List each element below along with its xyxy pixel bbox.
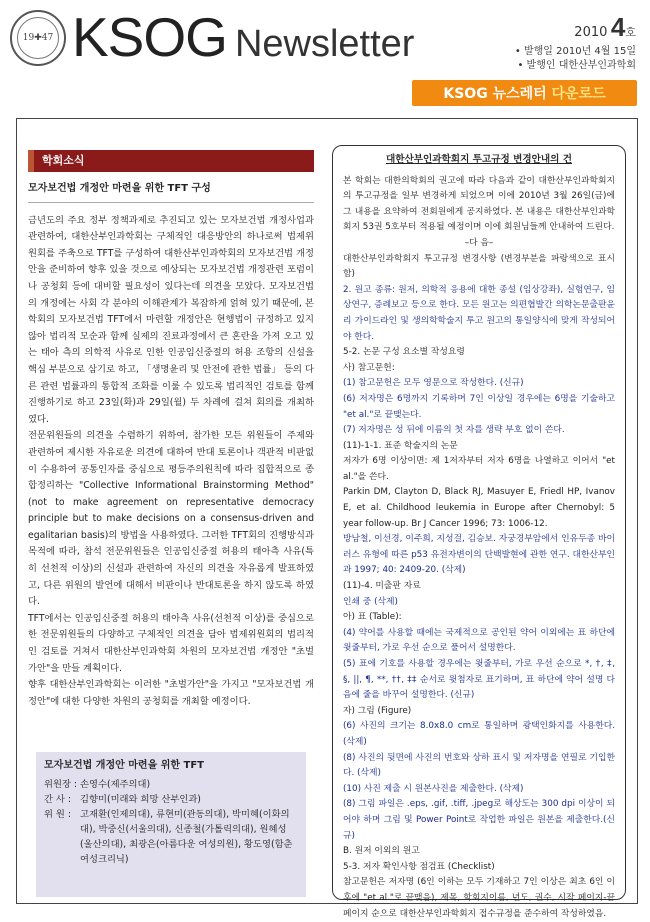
article-paragraph: 향후 대한산부인과학회는 이러한 "초벌가안"을 가지고 "모자보건법 개정안"에 대한 다양한 차원의 공청회를 개최할 예정이다. (28, 679, 314, 707)
title-sub: Newsletter (234, 23, 415, 65)
download-highlight: 다운로드 (551, 86, 606, 102)
issue-suffix: 호 (625, 26, 636, 39)
committee-role: 위 원 : (44, 809, 72, 820)
committee-box (36, 752, 306, 897)
notice-line: (6) 저자명은 6명까지 기록하며 7인 이상일 경우에는 6명을 기술하고 "et al."로 끝맺는다. (343, 393, 615, 420)
download-label: KSOG 뉴스레터 (443, 86, 547, 102)
committee-row (44, 807, 298, 867)
notice-line: 참고문헌은 저자명 (6인 이하는 모두 기재하고 7인 이상은 최초 6인 이후에 "et al."로 끝맺음), 제목, 학회지이름, 년도, 권수, 시작 페이지-끝 페이지 순으로 대한산부인과학회지 접수규정을 준수하여 작성하였음. (343, 877, 615, 919)
logo-seal: 19 ✚ 47 (17, 17, 59, 59)
notice-line: (8) 그림 파일은 .eps, .gif, .tiff, .jpeg로 해상도는 300 dpi 이상이 되어야 하며 그림 및 Power Point로 작업한 파일은 원본을 제출한다.(신규) (343, 799, 615, 841)
committee-role: 위원장 : (44, 779, 78, 790)
committee-names: 고재환(인제의대), 류현미(관동의대), 박미혜(이화의대), 박중신(서울의대), 신종철(가톨릭의대), 원혜성(울산의대), 최광은(아름다운 여성의원), 황도영(함춘 여성크리닉) (80, 809, 293, 865)
notice-line: 아) 표 (Table): (343, 612, 402, 623)
notice-line: B. 원저 이외의 원고 (343, 846, 420, 857)
notice-line: 본 학회는 대한의학회의 권고에 따라 다음과 같이 대한산부인과학회지의 투고규정을 일부 변경하게 되었으며 이에 2010년 3월 26일(금)에 그 내용을 요약하여 전회원에게 공지하였다. 본 내용은 대한산부인과학회지 53권 5호부터 적용될 예정이며 이에 회원님들께 안내하여 드린다. (343, 175, 615, 233)
issue-year: 2010 (574, 25, 608, 40)
notice-line: (11)-4. 미출판 자료 (343, 581, 421, 592)
notice-line: (10) 사진 제출 시 원본사진을 제출한다. (삭제) (343, 783, 524, 794)
notice-line: 사) 참고문헌: (343, 362, 395, 373)
notice-line: 저자가 6명 이상이면: 제 1저자부터 저자 6명을 나열하고 이어서 "et al."을 쓴다. (343, 456, 615, 482)
notice-line: (4) 약어를 사용할 때에는 국제적으로 공인된 약어 이외에는 표 하단에 윗줄부터, 가로 우선 순으로 풀어서 설명한다. (343, 627, 615, 654)
committee-row (44, 777, 298, 792)
title-main: KSOG (72, 6, 227, 68)
committee-names: 김향미(미래와 희망 산부인과) (80, 794, 201, 805)
article-title: 모자보건법 개정안 마련을 위한 TFT 구성 (28, 181, 314, 203)
article-paragraph: 금년도의 주요 정부 정책과제로 추진되고 있는 모자보건법 개정사업과 관련하여, 대한산부인과학회는 구체적인 대응방안의 하나로써 법제위원회를 주축으로 TFT를 구성하여 대한산부인과학회의 모자보건법 개정안을 준비하여 향후 있을 것으로 예상되는 모자보건법 개정관련 포럼이나 공청회 등에 대비할 필요성이 있다는데 의견을 모았다. 모자보건법의 개정에는 사회 각 분야의 이해관계가 복잡하게 얽혀 있기 때문에, 본 학회의 모자보건법 TFT에서 마련할 개정안은 현행법이 규정하고 있지 않아 법리적 모순과 함께 실제의 진료과정에서 큰 혼란을 가져 오고 있는 태아 측의 의학적 사유로 인한 인공임신중절의 허용 조항의 신설을 핵심 부분으로 삼기로 하고, 「생명윤리 및 안전에 관한 법률」 등의 다른 관련 법률과의 통합적 조화를 이룰 수 있도록 법리적인 검토를 함께 진행하기로 하고 23일(화)과 29일(월) 두 차례에 걸쳐 회의를 개최하였다. (28, 214, 314, 425)
notice-line: (1) 참고문헌은 모두 영문으로 작성한다. (신규) (343, 378, 524, 389)
notice-line: (5) 표에 기호를 사용할 경우에는 윗줄부터, 가로 우선 순으로 *, †, ‡, §, ||, ¶, **, ††, ‡‡ 순서로 윗첨자로 표기하며, 표 하단에 약어 설명 다음에 줄을 바꾸어 설명한다. (신규) (343, 659, 615, 701)
committee-role: 간 사 : (44, 794, 72, 805)
notice-line: (6) 사진의 크기는 8.0x8.0 cm로 통일하며 광택인화지를 사용한다. (삭제) (343, 721, 615, 747)
logo-year-left: 19 (22, 33, 35, 43)
notice-line: (8) 사진의 뒷면에 사진의 번호와 상하 표시 및 저자명을 연필로 기입한다. (삭제) (343, 752, 615, 779)
notice-line: 5-2. 논문 구성 요소별 작성요령 (343, 347, 465, 358)
notice-line: 방남철, 이선경, 이주희, 지성걸, 김승보. 자궁경부암에서 인유두종 바이러스 유형에 따른 p53 유전자변이의 단백발현에 관한 연구. 대한산부인과 1997; 40: 2409-20. (삭제) (343, 534, 615, 576)
article-paragraph: TFT에서는 인공임신중절 허용의 태아측 사유(선천적 이상)를 중심으로 한 전문위원들의 다양하고 구체적인 의견을 담아 법제위원회의 법리적인 검토를 거쳐서 대한산부인과학회 차원의 모자보건법 개정안 "초벌 가안"을 만들 계획이다. (28, 612, 314, 674)
notice-line: –다 음– (464, 237, 494, 248)
publish-date: • 발행일 2010년 4월 15일 (514, 46, 636, 57)
committee-row (44, 792, 298, 807)
committee-names: 손영수(제주의대) (80, 779, 151, 790)
committee-title: 모자보건법 개정안 마련을 위한 TFT (44, 760, 204, 771)
article-paragraph: 전문위원들의 의견을 수렴하기 위하여, 참가한 모든 위원들이 주제와 관련하여 제시한 자유로운 의견에 대하여 반대 토론이나 객관적 비판없이 수용하여 공통인자를 중심으로 평등주의원칙에 따라 집합적으로 종합정리하는 "Collective Informational Brainstorming Method"(not to make agreement on representative democracy principle but to make decisions on a consensus-driven and egalitarian basis)의 방법을 사용하였다. 그러한 TFT회의 진행방식과 목적에 따라, 참석 전문위원들은 인공임신중절 허용의 태아측 사유(특히 선천적 이상)의 신설과 관련하여 자신의 의견을 자유롭게 발표하였고, 다른 위원의 발언에 대해서 비판이나 반대토론을 하지 않도록 하였다. (28, 430, 314, 608)
issue-number: 4 (610, 12, 626, 42)
notice-box (332, 145, 626, 919)
logo-year-right: 47 (41, 33, 54, 43)
notice-line: 5-3. 저자 확인사항 점검표 (Checklist) (343, 861, 495, 872)
notice-line: 자) 그림 (Figure) (343, 705, 412, 716)
notice-line: 인쇄 중 (삭제) (343, 596, 398, 607)
notice-body (343, 174, 615, 922)
newsletter-title (72, 6, 414, 68)
society-logo (10, 10, 66, 66)
notice-line: 대한산부인과학회지 투고규정 변경사항 (변경부분을 파랑색으로 표시함) (343, 253, 615, 280)
left-column (28, 150, 314, 710)
download-button[interactable] (412, 80, 637, 106)
section-title: 학회소식 (28, 150, 314, 172)
notice-line: 2. 원고 종류: 원저, 의학적 응용에 대한 종설 (임상강좌), 실험연구, 임상연구, 증례보고 등으로 한다. 모든 원고는 의편협발간 의학논문출판윤리 가이드라인 및 생의학학술지 투고 원고의 통일양식에 맞게 작성되어야 한다. (343, 284, 615, 342)
notice-line: (7) 저자명은 성 뒤에 이름의 첫 자를 생략 부호 없이 쓴다. (343, 425, 565, 436)
notice-title: 대한산부인과학회지 투고규정 변경안내의 건 (385, 154, 573, 165)
notice-line: Parkin DM, Clayton D, Black RJ, Masuyer E, Friedl HP, Ivanov E, et al. Childhood leukemia in Europe after Chernobyl: 5 year follow-up. Br J Cancer 1996; 73: 1006-12. (343, 487, 615, 529)
article-body (28, 213, 314, 711)
notice-line: (11)-1-1. 표준 학술지의 논문 (343, 440, 458, 451)
publisher: • 발행인 대한산부인과학회 (517, 60, 636, 71)
issue-info (515, 12, 636, 73)
